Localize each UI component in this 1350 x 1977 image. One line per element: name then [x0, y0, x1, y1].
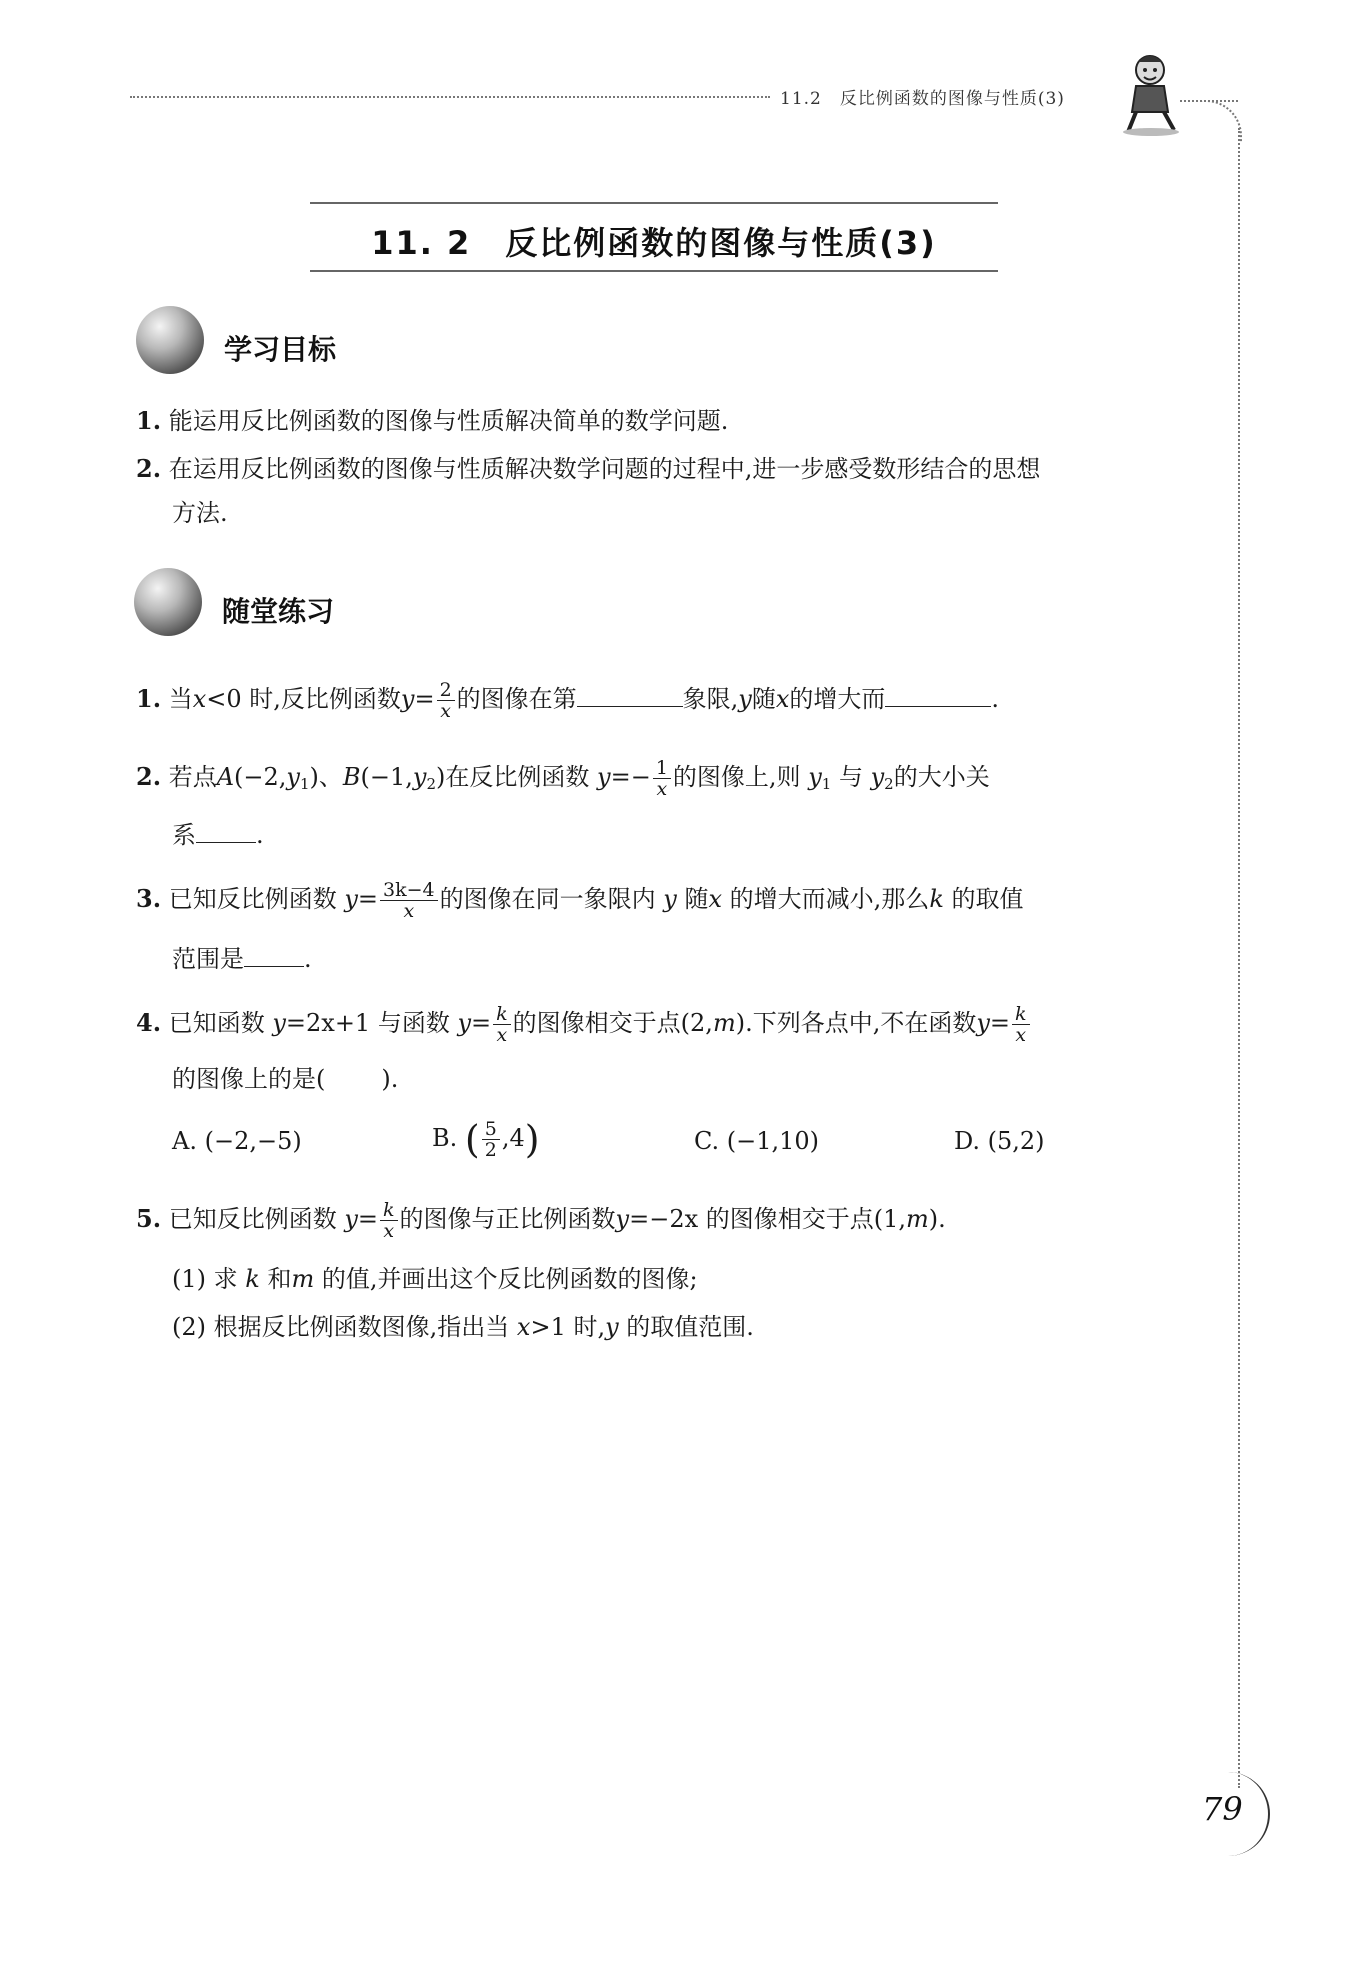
- sphere-icon: [136, 306, 204, 374]
- question-2-cont: 系 .: [172, 821, 264, 849]
- fraction: $\frac{k}{x}$: [1012, 1004, 1030, 1045]
- fraction: $\frac{5}{2}$: [482, 1119, 500, 1160]
- fraction: $\frac{2}{x}$: [437, 680, 455, 721]
- globe-icon: [134, 568, 202, 636]
- section-title-goals: 学习目标: [224, 333, 337, 366]
- option-b[interactable]: B. ( $\frac{5}{2}$ ,4): [432, 1117, 540, 1162]
- question-1: 1. 当x<0 时,反比例函数y= $\frac{2}{x}$ 的图像在第 象限,y随x的增大而 .: [136, 679, 1000, 722]
- mascot-icon: [1118, 50, 1184, 136]
- option-c[interactable]: C. (−1,10): [694, 1127, 820, 1155]
- question-3: 3. 已知反比例函数 y= $\frac{3k-4}{x}$ 的图像在同一象限内 y 随x 的增大而减小,那么k 的取值: [136, 879, 1024, 922]
- answer-blank[interactable]: [885, 684, 991, 707]
- goal-item-1: 1. 能运用反比例函数的图像与性质解决简单的数学问题.: [136, 406, 729, 435]
- lesson-title-box: [310, 202, 998, 272]
- header-corner-curve: [1200, 100, 1242, 142]
- question-5: 5. 已知反比例函数 y= $\frac{k}{x}$ 的图像与正比例函数y=−2x 的图像相交于点(1,m).: [136, 1199, 946, 1242]
- question-3-cont: 范围是 .: [172, 945, 312, 973]
- question-4: 4. 已知函数 y=2x+1 与函数 y= $\frac{k}{x}$ 的图像相交于点(2,m).下列各点中,不在函数y= $\frac{k}{x}$: [136, 1004, 1032, 1045]
- page-number: 79: [1202, 1790, 1243, 1828]
- fraction: $\frac{k}{x}$: [380, 1200, 398, 1241]
- goal-item-2: 2. 在运用反比例函数的图像与性质解决数学问题的过程中,进一步感受数形结合的思想: [136, 454, 1041, 483]
- section-title-practice: 随堂练习: [222, 595, 335, 628]
- question-4-cont: 的图像上的是( ).: [172, 1065, 399, 1093]
- question-2: 2. 若点$A(-2,y_1)$、$B(-1,y_2)$在反比例函数 y=− $\frac{1}{x}$ 的图像上,则 $y_1$ 与 $y_2$的大小关: [136, 757, 990, 800]
- goal-item-2-cont: 方法.: [172, 499, 228, 527]
- fraction: $\frac{3k-4}{x}$: [380, 880, 438, 921]
- header-dotted-rule: [130, 96, 770, 98]
- answer-blank[interactable]: [196, 820, 256, 843]
- running-header-title: 11.2 反比例函数的图像与性质(3): [780, 89, 1065, 109]
- fraction: $\frac{k}{x}$: [493, 1004, 511, 1045]
- answer-blank[interactable]: [244, 944, 304, 967]
- lesson-title: 11. 2 反比例函数的图像与性质(3): [371, 224, 937, 262]
- question-5-part-1: (1) 求 k 和m 的值,并画出这个反比例函数的图像;: [172, 1265, 698, 1293]
- option-d[interactable]: D. (5,2): [954, 1127, 1045, 1155]
- side-dotted-rule: [1238, 128, 1240, 1788]
- fraction: $\frac{1}{x}$: [653, 758, 671, 799]
- question-5-part-2: (2) 根据反比例函数图像,指出当 x>1 时,y 的取值范围.: [172, 1313, 754, 1341]
- option-a[interactable]: A. (−2,−5): [172, 1127, 302, 1155]
- answer-blank[interactable]: [577, 684, 683, 707]
